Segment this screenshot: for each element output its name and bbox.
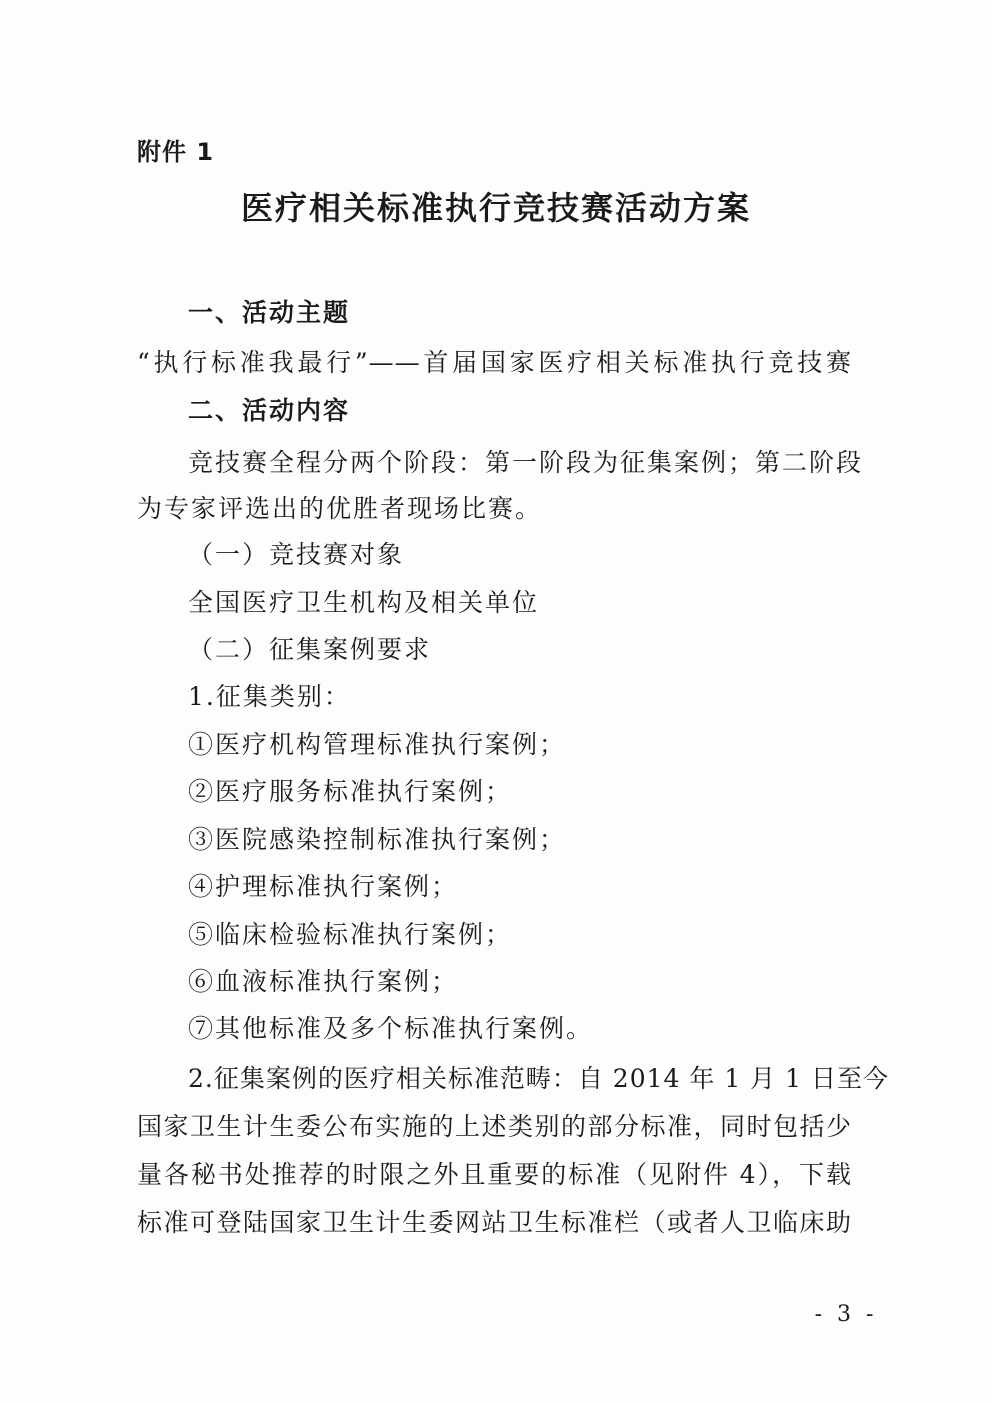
scope-line-2: 国家卫生计生委公布实施的上述类别的部分标准，同时包括少 — [137, 1112, 852, 1141]
subsection1-text: 全国医疗卫生机构及相关单位 — [188, 588, 540, 617]
attachment-label: 附件 1 — [137, 138, 215, 166]
category-item: ①医疗机构管理标准执行案例； — [188, 730, 567, 759]
intro-line-2: 为专家评选出的优胜者现场比赛。 — [137, 494, 543, 523]
category-item: ④护理标准执行案例； — [188, 872, 459, 901]
theme-line: “执行标准我最行”——首届国家医疗相关标准执行竞技赛 — [137, 348, 852, 377]
category-item: ②医疗服务标准执行案例； — [188, 777, 513, 806]
subsection1-heading: （一）竞技赛对象 — [188, 540, 405, 569]
section2-heading: 二、活动内容 — [188, 396, 351, 425]
category-item: ⑤临床检验标准执行案例； — [188, 920, 513, 949]
document-title: 医疗相关标准执行竞技赛活动方案 — [240, 189, 751, 227]
intro-line-1: 竞技赛全程分两个阶段：第一阶段为征集案例；第二阶段 — [188, 448, 864, 477]
category-item: ⑥血液标准执行案例； — [188, 967, 459, 996]
scope-line-1: 2.征集案例的医疗相关标准范畴：自 2014 年 1 月 1 日至今 — [188, 1064, 889, 1093]
scope-line-3: 量各秘书处推荐的时限之外且重要的标准（见附件 4），下载 — [137, 1160, 852, 1189]
section1-heading: 一、活动主题 — [188, 298, 351, 327]
category-item: ③医院感染控制标准执行案例； — [188, 825, 567, 854]
category-label: 1.征集类别： — [188, 682, 351, 711]
scope-line-4: 标准可登陆国家卫生计生委网站卫生标准栏（或者人卫临床助 — [137, 1208, 852, 1237]
subsection2-heading: （二）征集案例要求 — [188, 635, 432, 664]
page-number: - 3 - — [814, 1302, 878, 1327]
category-item: ⑦其他标准及多个标准执行案例。 — [188, 1014, 594, 1043]
